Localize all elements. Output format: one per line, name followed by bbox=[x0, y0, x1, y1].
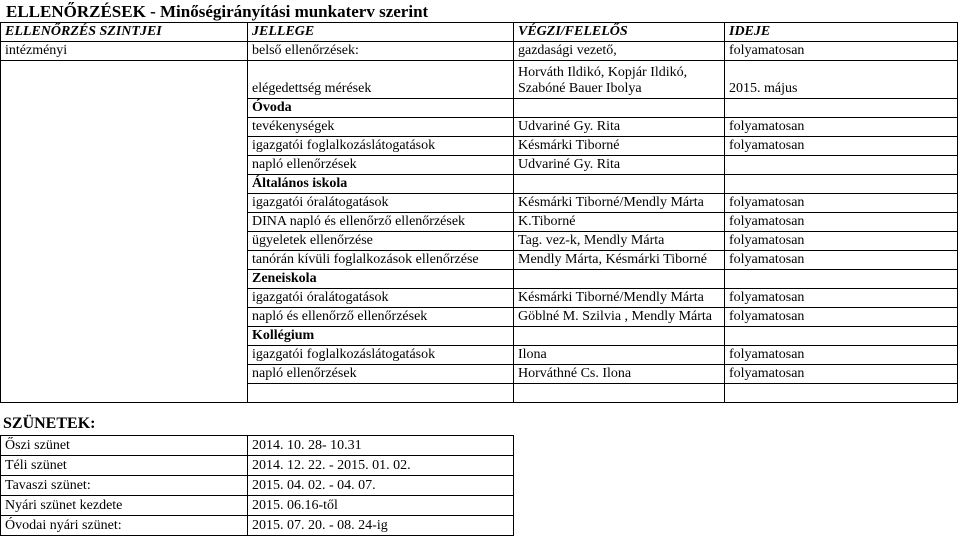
table-cell: napló ellenőrzések bbox=[248, 156, 514, 175]
table-cell: 2015. május bbox=[725, 61, 958, 99]
table-cell: ügyeletek ellenőrzése bbox=[248, 232, 514, 251]
table-cell bbox=[1, 213, 248, 232]
table-cell: igazgatói óralátogatások bbox=[248, 289, 514, 308]
table-row bbox=[1, 346, 958, 365]
break-row bbox=[1, 436, 514, 456]
table-cell bbox=[1, 99, 248, 118]
breaks-table bbox=[0, 435, 514, 536]
table-row bbox=[1, 384, 958, 403]
column-header: IDEJE bbox=[725, 23, 958, 42]
table-cell: tanórán kívüli foglalkozások ellenőrzése bbox=[248, 251, 514, 270]
table-cell: Zeneiskola bbox=[248, 270, 514, 289]
table-cell bbox=[1, 118, 248, 137]
break-name: Óvodai nyári szünet: bbox=[1, 516, 248, 536]
table-row bbox=[1, 194, 958, 213]
table-cell: K.Tiborné bbox=[514, 213, 725, 232]
table-cell bbox=[514, 384, 725, 403]
table-cell: folyamatosan bbox=[725, 346, 958, 365]
table-cell bbox=[725, 327, 958, 346]
table-cell: Horváthné Cs. Ilona bbox=[514, 365, 725, 384]
break-row bbox=[1, 496, 514, 516]
breaks-title: SZÜNETEK: bbox=[3, 415, 96, 432]
break-name: Nyári szünet kezdete bbox=[1, 496, 248, 516]
table-row bbox=[1, 289, 958, 308]
section-row bbox=[1, 327, 958, 346]
table-row bbox=[1, 213, 958, 232]
section-row bbox=[1, 175, 958, 194]
break-dates: 2014. 10. 28- 10.31 bbox=[248, 436, 514, 456]
table-cell bbox=[1, 365, 248, 384]
table-cell bbox=[514, 99, 725, 118]
table-cell: folyamatosan bbox=[725, 194, 958, 213]
table-cell bbox=[1, 232, 248, 251]
table-cell: folyamatosan bbox=[725, 289, 958, 308]
table-row bbox=[1, 365, 958, 384]
table-cell: Horváth Ildikó, Kopjár Ildikó, Szabóné Bauer Ibolya bbox=[514, 61, 725, 99]
table-cell: Tag. vez-k, Mendly Márta bbox=[514, 232, 725, 251]
table-cell bbox=[1, 156, 248, 175]
table-cell: folyamatosan bbox=[725, 42, 958, 61]
table-cell: tevékenységek bbox=[248, 118, 514, 137]
break-dates: 2014. 12. 22. - 2015. 01. 02. bbox=[248, 456, 514, 476]
table-cell: Göblné M. Szilvia , Mendly Márta bbox=[514, 308, 725, 327]
table-cell bbox=[248, 384, 514, 403]
table-cell: belső ellenőrzések: bbox=[248, 42, 514, 61]
table-cell: folyamatosan bbox=[725, 213, 958, 232]
table-cell: napló és ellenőrző ellenőrzések bbox=[248, 308, 514, 327]
table-cell: Udvariné Gy. Rita bbox=[514, 118, 725, 137]
break-row bbox=[1, 456, 514, 476]
table-cell bbox=[1, 194, 248, 213]
table-cell: folyamatosan bbox=[725, 308, 958, 327]
table-cell: elégedettség mérések bbox=[248, 61, 514, 99]
table-cell bbox=[1, 327, 248, 346]
table-cell: Kollégium bbox=[248, 327, 514, 346]
table-row bbox=[1, 61, 958, 99]
table-cell: napló ellenőrzések bbox=[248, 365, 514, 384]
table-row bbox=[1, 232, 958, 251]
table-cell: Mendly Márta, Késmárki Tiborné bbox=[514, 251, 725, 270]
table-cell: DINA napló és ellenőrző ellenőrzések bbox=[248, 213, 514, 232]
table-cell bbox=[514, 175, 725, 194]
table-cell: igazgatói foglalkozáslátogatások bbox=[248, 346, 514, 365]
break-row bbox=[1, 516, 514, 536]
table-cell: Óvoda bbox=[248, 99, 514, 118]
section-row bbox=[1, 270, 958, 289]
table-row bbox=[1, 251, 958, 270]
table-cell: Ilona bbox=[514, 346, 725, 365]
break-dates: 2015. 07. 20. - 08. 24-ig bbox=[248, 516, 514, 536]
table-cell: Udvariné Gy. Rita bbox=[514, 156, 725, 175]
table-cell bbox=[1, 308, 248, 327]
table-cell: folyamatosan bbox=[725, 118, 958, 137]
table-row bbox=[1, 308, 958, 327]
table-cell: Késmárki Tiborné/Mendly Márta bbox=[514, 289, 725, 308]
table-row bbox=[1, 118, 958, 137]
break-name: Őszi szünet bbox=[1, 436, 248, 456]
column-header: VÉGZI/FELELŐS bbox=[514, 23, 725, 42]
table-cell bbox=[1, 270, 248, 289]
column-header: ELLENŐRZÉS SZINTJEI bbox=[1, 23, 248, 42]
table-row bbox=[1, 42, 958, 61]
table-cell bbox=[725, 99, 958, 118]
table-cell bbox=[725, 384, 958, 403]
table-cell: folyamatosan bbox=[725, 251, 958, 270]
break-dates: 2015. 06.16-től bbox=[248, 496, 514, 516]
table-cell bbox=[1, 251, 248, 270]
control-plan-table bbox=[0, 22, 958, 403]
table-cell: folyamatosan bbox=[725, 137, 958, 156]
table-row bbox=[1, 156, 958, 175]
break-name: Téli szünet bbox=[1, 456, 248, 476]
table-cell bbox=[514, 270, 725, 289]
table-cell: Késmárki Tiborné/Mendly Márta bbox=[514, 194, 725, 213]
table-header-row bbox=[1, 23, 958, 42]
table-cell bbox=[725, 156, 958, 175]
section-row bbox=[1, 99, 958, 118]
break-dates: 2015. 04. 02. - 04. 07. bbox=[248, 476, 514, 496]
table-cell bbox=[1, 289, 248, 308]
table-cell bbox=[514, 327, 725, 346]
table-cell: gazdasági vezető, bbox=[514, 42, 725, 61]
page-title: ELLENŐRZÉSEK - Minőségirányítási munkaterv szerint bbox=[6, 2, 429, 21]
table-cell bbox=[1, 175, 248, 194]
table-cell: igazgatói óralátogatások bbox=[248, 194, 514, 213]
table-cell: folyamatosan bbox=[725, 232, 958, 251]
table-cell bbox=[1, 384, 248, 403]
table-cell bbox=[725, 270, 958, 289]
break-row bbox=[1, 476, 514, 496]
table-cell bbox=[725, 175, 958, 194]
table-cell: folyamatosan bbox=[725, 365, 958, 384]
break-name: Tavaszi szünet: bbox=[1, 476, 248, 496]
table-cell bbox=[1, 61, 248, 99]
table-cell: igazgatói foglalkozáslátogatások bbox=[248, 137, 514, 156]
table-row bbox=[1, 137, 958, 156]
table-cell: intézményi bbox=[1, 42, 248, 61]
table-cell: Késmárki Tiborné bbox=[514, 137, 725, 156]
table-cell bbox=[1, 346, 248, 365]
table-cell: Általános iskola bbox=[248, 175, 514, 194]
column-header: JELLEGE bbox=[248, 23, 514, 42]
table-cell bbox=[1, 137, 248, 156]
